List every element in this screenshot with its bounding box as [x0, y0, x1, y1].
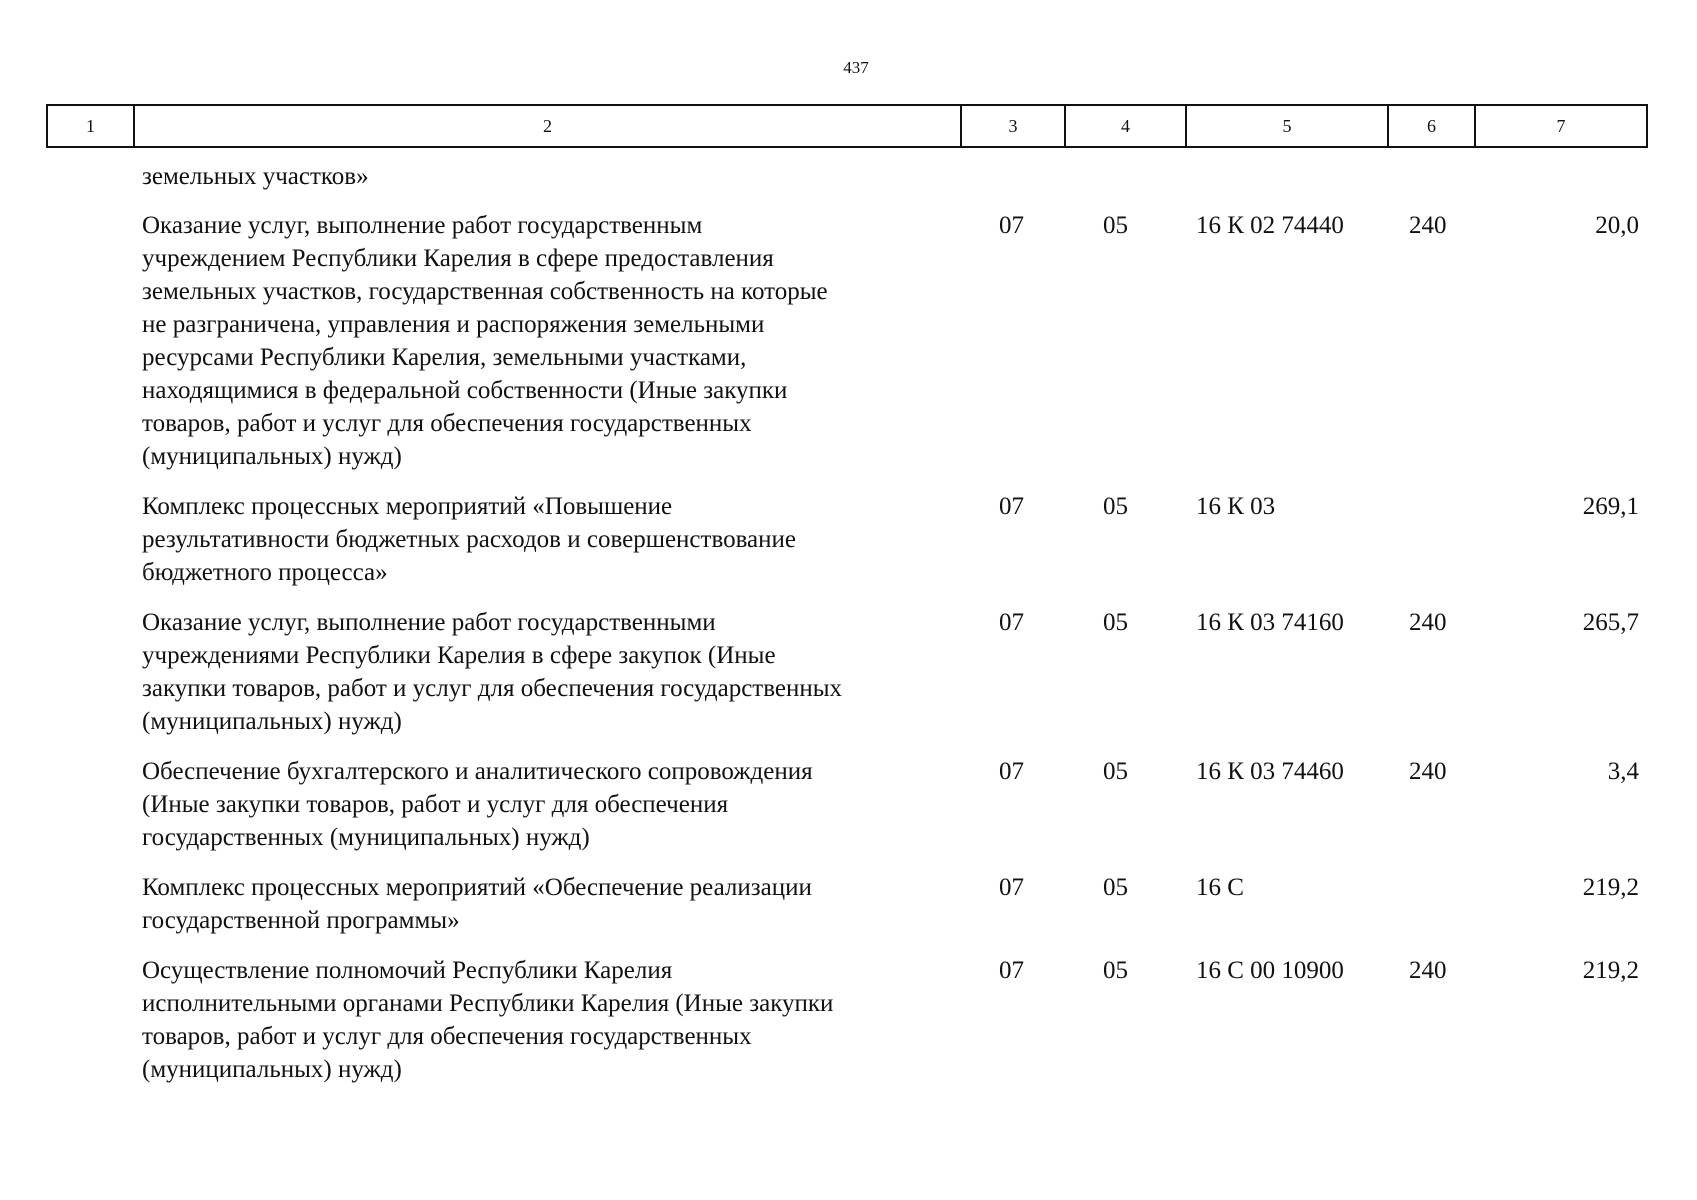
expense-type-code [1388, 147, 1475, 209]
header-col-3: 3 [961, 105, 1065, 147]
description-line: земельных участков» [142, 163, 369, 190]
amount [1475, 147, 1647, 209]
description-line: Обеспечение бухгалтерского и аналитического сопровождения [142, 758, 813, 785]
subsection-code [1065, 147, 1186, 209]
expense-type-code: 240 [1409, 609, 1447, 636]
row-description [47, 209, 961, 490]
amount: 3,4 [1607, 758, 1639, 785]
table-row [47, 490, 1647, 606]
description-line: Оказание услуг, выполнение работ государственными [142, 609, 716, 636]
description-line: учреждениями Республики Карелия в сфере закупок (Иные [142, 642, 776, 669]
subsection-code: 05 [1103, 609, 1128, 636]
row-description [47, 755, 961, 871]
description-line: учреждением Республики Карелия в сфере предоставления [142, 245, 774, 272]
amount: 219,2 [1582, 874, 1639, 901]
description-line: бюджетного процесса» [142, 559, 388, 586]
description-line: Комплекс процессных мероприятий «Обеспечение реализации [142, 874, 812, 901]
description-line: (Иные закупки товаров, работ и услуг для обеспечения [142, 791, 729, 818]
subsection-code: 05 [1103, 212, 1128, 239]
target-article-code: 16 С [1196, 874, 1244, 901]
target-article-code: 16 К 02 74440 [1196, 212, 1344, 239]
target-article-code: 16 К 03 [1196, 493, 1276, 520]
row-description [47, 606, 961, 755]
page-number: 437 [843, 58, 869, 77]
section-code: 07 [999, 493, 1024, 520]
description-line: (муниципальных) нужд) [142, 708, 402, 735]
header-col-1: 1 [47, 105, 134, 147]
section-code: 07 [999, 609, 1024, 636]
description-line: товаров, работ и услуг для обеспечения государственных [142, 410, 752, 437]
subsection-code: 05 [1103, 874, 1128, 901]
header-col-7: 7 [1475, 105, 1647, 147]
row-description [47, 490, 961, 606]
description-line: не разграничена, управления и распоряжения земельными [142, 311, 765, 338]
subsection-code: 05 [1103, 957, 1128, 984]
header-row [47, 105, 1647, 147]
header-col-2: 2 [134, 105, 961, 147]
description-line: ресурсами Республики Карелия, земельными участками, [142, 344, 747, 371]
description-line: Осуществление полномочий Республики Карелия [142, 957, 673, 984]
target-article-code: 16 С 00 10900 [1196, 957, 1344, 984]
header-col-4: 4 [1065, 105, 1186, 147]
table-row [47, 606, 1647, 755]
description-line: Оказание услуг, выполнение работ государственным [142, 212, 703, 239]
target-article-code: 16 К 03 74460 [1196, 758, 1344, 785]
table-row [47, 755, 1647, 871]
description-line: закупки товаров, работ и услуг для обеспечения государственных [142, 675, 843, 702]
section-code: 07 [999, 212, 1024, 239]
expense-type-code: 240 [1409, 957, 1447, 984]
expense-type-code: 240 [1409, 758, 1447, 785]
amount: 269,1 [1582, 493, 1639, 520]
budget-table [46, 104, 1648, 1103]
description-line: (муниципальных) нужд) [142, 1056, 402, 1083]
target-article-code [1186, 147, 1388, 209]
amount: 20,0 [1595, 212, 1639, 239]
header-col-6: 6 [1388, 105, 1475, 147]
table-row [47, 209, 1647, 490]
description-line: Комплекс процессных мероприятий «Повышение [142, 493, 673, 520]
table-header [47, 105, 1647, 147]
description-line: государственной программы» [142, 907, 460, 934]
amount: 265,7 [1582, 609, 1639, 636]
section-code: 07 [999, 758, 1024, 785]
target-article-code: 16 К 03 74160 [1196, 609, 1344, 636]
expense-type-code [1388, 871, 1475, 954]
section-code: 07 [999, 874, 1024, 901]
table-row [47, 147, 1647, 209]
description-line: (муниципальных) нужд) [142, 443, 402, 470]
amount: 219,2 [1582, 957, 1639, 984]
expense-type-code: 240 [1409, 212, 1447, 239]
table-row [47, 954, 1647, 1103]
description-line: земельных участков, государственная собственность на которые [142, 278, 828, 305]
description-line: государственных (муниципальных) нужд) [142, 824, 590, 851]
row-description [47, 147, 961, 209]
description-line: исполнительными органами Республики Карелия (Иные закупки [142, 990, 834, 1017]
row-description [47, 871, 961, 954]
row-description [47, 954, 961, 1103]
subsection-code: 05 [1103, 758, 1128, 785]
section-code [961, 147, 1065, 209]
table-body [47, 147, 1647, 1103]
table-row [47, 871, 1647, 954]
description-line: товаров, работ и услуг для обеспечения государственных [142, 1023, 752, 1050]
section-code: 07 [999, 957, 1024, 984]
subsection-code: 05 [1103, 493, 1128, 520]
description-line: результативности бюджетных расходов и совершенствование [142, 526, 797, 553]
header-col-5: 5 [1186, 105, 1388, 147]
expense-type-code [1388, 490, 1475, 606]
description-line: находящимися в федеральной собственности (Иные закупки [142, 377, 788, 404]
